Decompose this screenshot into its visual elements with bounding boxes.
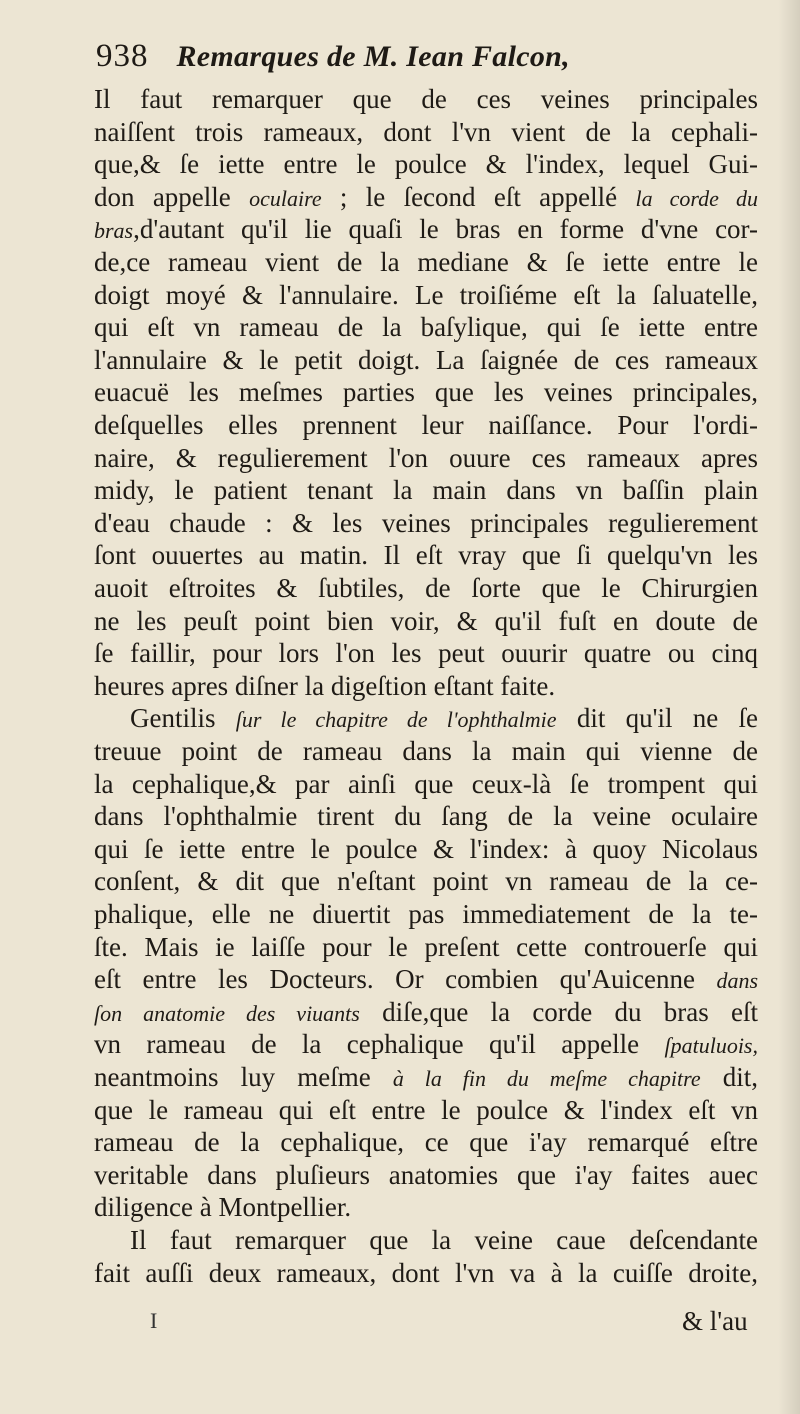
text-line [94,930,758,964]
italic-text: la corde du [635,185,758,211]
text-segment: dit qu'il ne ſe [556,703,758,734]
text-line [94,1256,758,1290]
text-line [94,799,758,833]
text-segment: diſe,que la corde du bras eſt [359,996,758,1027]
text-segment: dans l'ophthalmie tirent du ſang de la veine oculaire [94,801,758,832]
text-segment: Gentilis [130,703,236,734]
text-line [94,278,758,312]
text-line [94,82,758,116]
text-segment: que,& ſe iette entre le poulce & l'index, lequel Gui- [94,149,758,180]
page-header [96,38,766,86]
text-segment: eſt entre les Docteurs. Or combien qu'Auicenne [94,964,717,995]
text-line [94,669,758,703]
text-segment: ſont ouuertes au matin. Il eſt vray que ſi quelqu'vn les [94,540,758,571]
text-segment: veritable dans pluſieurs anatomies que i'ay faites auec [94,1159,758,1190]
text-segment: qui eſt vn rameau de la baſylique, qui ſe iette entre [94,312,758,343]
text-line [94,1093,758,1127]
text-segment: auoit eſtroites & ſubtiles, de ſorte que le Chirurgien [94,573,758,603]
text-line [94,375,758,409]
text-segment: conſent, & dit que n'eſtant point vn rameau de la ce- [94,866,758,897]
text-line [94,604,758,638]
italic-text: ſon anatomie des viuants [94,1000,360,1026]
italic-text: bras [94,218,134,244]
text-line [94,864,758,898]
text-segment: neantmoins luy meſme [94,1062,393,1092]
text-segment: Il faut remarquer que de ces veines principales [94,84,758,114]
italic-text: ſur le chapitre de l'ophthalmie [235,707,557,733]
text-segment: heures apres diſner la digeſtion eſtant faite. [94,670,556,701]
text-line [94,115,758,149]
text-line [94,147,758,181]
text-segment: vn rameau de la cephalique qu'il appelle [94,1029,665,1060]
text-line [94,636,758,670]
text-line [94,441,758,475]
text-line [94,473,758,507]
text-segment: treuue point de rameau dans la main qui vienne de [94,736,758,766]
text-line [94,212,758,246]
text-line [94,343,758,377]
page-number: 938 [96,38,149,74]
text-line [94,1027,758,1061]
text-segment: d'eau chaude : & les veines principales regulierement [94,507,758,538]
text-line [94,1190,758,1224]
text-line [94,897,758,931]
text-line [94,701,758,735]
italic-text: ſpatuluois, [664,1033,758,1059]
text-line [94,180,758,214]
text-segment: de,ce rameau vient de la mediane & ſe iette entre le [94,247,758,277]
text-line [94,538,758,572]
text-segment: euacuë les meſmes parties que les veines principales, [94,377,758,408]
text-segment: dit, [700,1062,758,1092]
text-line [94,310,758,344]
text-segment: qui ſe iette entre le poulce & l'index: à quoy Nicolaus [94,833,758,864]
text-line [94,1060,758,1094]
page-gutter-shadow [778,0,800,1414]
text-line [94,995,758,1029]
text-segment: naire, & regulierement l'on ouure ces rameaux apres [94,442,758,473]
text-line [94,767,758,801]
text-segment: ſte. Mais ie laiſſe pour le preſent cette controuerſe qui [94,931,758,962]
catchword: & l'au [682,1306,748,1336]
text-segment: naiſſent trois rameaux, dont l'vn vient de la cephali- [94,116,758,147]
text-segment: ſe faillir, pour lors l'on les peut ouurir quatre ou cinq [94,638,758,669]
text-line [94,571,758,605]
text-segment: que le rameau qui eſt entre le poulce & l'index eſt vn [94,1094,758,1125]
text-segment: phalique, elle ne diuertit pas immediatement de la te- [94,899,758,929]
text-line [94,1158,758,1192]
signature-mark: I [150,1308,158,1333]
text-line [94,506,758,540]
text-line [94,408,758,442]
text-segment: Il faut remarquer que la veine caue deſcendante [130,1225,758,1255]
text-line [94,734,758,768]
text-line [94,1223,758,1257]
text-segment: deſquelles elles prennent leur naiſſance. Pour l'ordi- [94,410,758,440]
text-segment: l'annulaire & le petit doigt. La ſaignée de ces rameaux [94,344,758,375]
text-line [94,962,758,996]
italic-text: à la fin du meſme chapitre [392,1066,701,1091]
text-segment: don appelle [94,181,250,212]
text-segment: ne les peuſt point bien voir, & qu'il fuſt en doute de [94,605,758,636]
text-segment: diligence à Montpellier. [94,1192,352,1223]
text-line [94,832,758,866]
running-title: Remarques de M. Iean Falcon, [176,40,570,73]
text-segment: fait auſſi deux rameaux, dont l'vn va à la cuiſſe droite, [94,1257,758,1288]
text-line [94,1125,758,1159]
text-segment: ; le ſecond eſt appellé [321,181,636,212]
text-segment: midy, le patient tenant la main dans vn baſſin plain [94,475,758,506]
text-segment: ,d'autant qu'il lie quaſi le bras en forme d'vne cor- [133,214,758,245]
text-segment: rameau de la cephalique, ce que i'ay remarqué eſtre [94,1127,758,1158]
italic-text: dans [716,968,758,994]
text-line [94,245,758,279]
text-segment: la cephalique,& par ainſi que ceux-là ſe trompent qui [94,768,758,799]
text-segment: doigt moyé & l'annulaire. Le troiſiéme eſt la ſaluatelle, [94,279,758,310]
italic-text: oculaire [249,185,322,211]
